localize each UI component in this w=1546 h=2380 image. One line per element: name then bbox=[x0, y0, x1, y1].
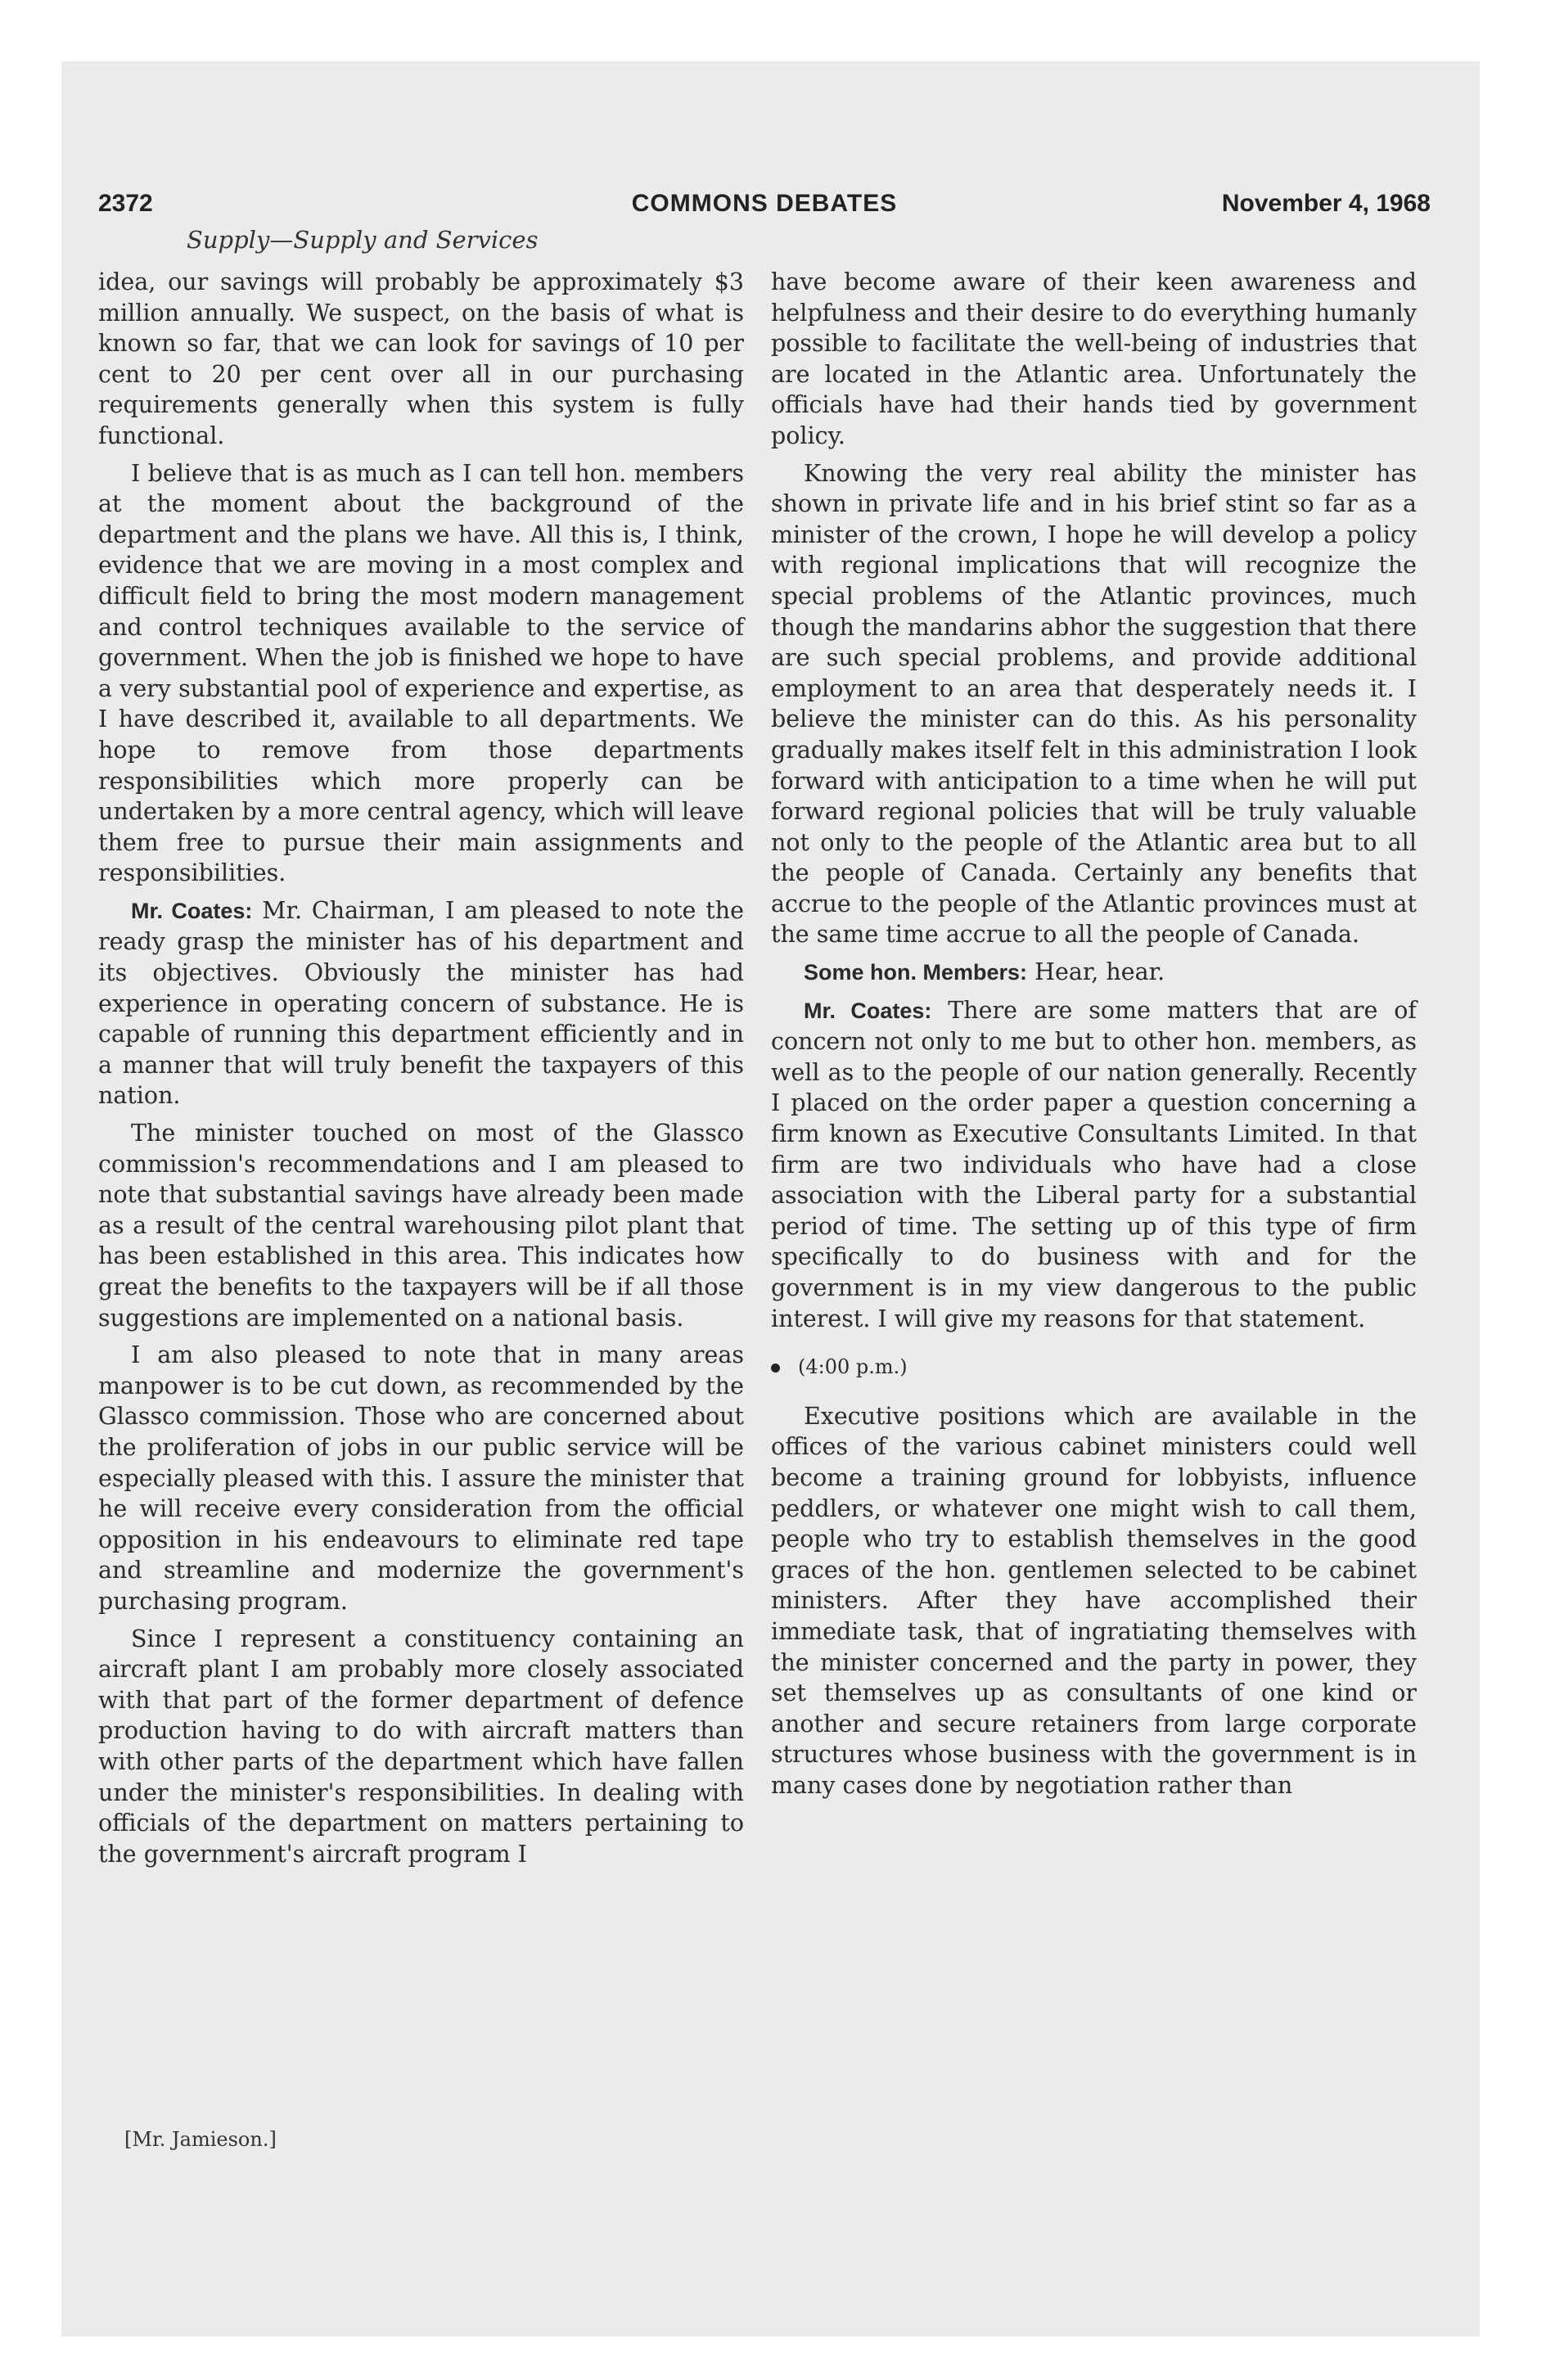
speech bbox=[771, 957, 1417, 989]
time-text: (4:00 p.m.) bbox=[798, 1355, 908, 1379]
speech bbox=[98, 895, 744, 1111]
right-column bbox=[771, 267, 1417, 1808]
speaker-name: Mr. Coates: bbox=[131, 898, 253, 923]
paragraph: Knowing the very real ability the minister has shown in private life and in his brief stint so far as a minister of the crown, I hope he will develop a policy with regional implications that will recognize the special problems of the Atlantic provinces, much though the mandarins abhor the suggestion that there are such special problems, and provide additional employment to an area that desperately needs it. I believe the minister can do this. As his personality gradually makes itself felt in this administration I look forward with anticipation to a time when he will put forward regional policies that will be truly valuable not only to the people of the Atlantic area but to all the people of Canada. Certainly any benefits that accrue to the people of the Atlantic provinces must at the same time accrue to all the people of Canada. bbox=[771, 459, 1417, 949]
publication-title: COMMONS DEBATES bbox=[631, 190, 898, 217]
bullet-icon bbox=[771, 1364, 780, 1373]
paragraph: I am also pleased to note that in many areas manpower is to be cut down, as recommended by the Glassco commission. Those who are concerned about the proliferation of jobs in our public service will be especially pleased with this. I assure the minister that he will receive every consideration from the official opposition in his endeavours to eliminate red tape and streamline and modernize the government's purchasing program. bbox=[98, 1341, 744, 1615]
paragraph: idea, our savings will probably be approximately $3 million annually. We suspect, on the basis of what is known so far, that we can look for savings of 10 per cent to 20 per cent over all in our purchasing requirements generally when this system is fully functional. bbox=[98, 268, 744, 449]
time-marker bbox=[771, 1352, 1417, 1383]
speech bbox=[771, 995, 1417, 1335]
page-date: November 4, 1968 bbox=[1221, 190, 1431, 217]
paragraph: I believe that is as much as I can tell hon. members at the moment about the background of the department and the plans we have. All this is, I think, evidence that we are moving in a most complex and difficult field to bring the most modern management and control techniques available to the service of government. When the job is finished we hope to have a very substantial pool of experience and expertise, as I have described it, available to all departments. We hope to remove from those departments responsibilities which more properly can be undertaken by a more central agency, which will leave them free to pursue their main assignments and responsibilities. bbox=[98, 459, 744, 887]
speaker-name: Some hon. Members: bbox=[804, 960, 1028, 985]
speech-text: There are some matters that are of concern not only to me but to other hon. members, as well as to the people of our nation generally. Recently I placed on the order paper a question concerning a firm known as Executive Consultants Limited. In that firm are two individuals who have had a close association with the Liberal party for a substantial period of time. The setting up of this type of firm specifically to do business with and for the government is in my view dangerous to the public interest. I will give my reasons for that statement. bbox=[771, 996, 1417, 1332]
speaker-attribution: [Mr. Jamieson.] bbox=[124, 2128, 277, 2151]
page-number: 2372 bbox=[98, 190, 153, 217]
paragraph: The minister touched on most of the Glassco commission's recommendations and I am pleased to note that substantial savings have already been made as a result of the central warehousing pilot plant that has been established in this area. This indicates how great the benefits to the taxpayers will be if all those suggestions are implemented on a national basis. bbox=[98, 1120, 744, 1332]
speech-text: Hear, hear. bbox=[1027, 958, 1165, 986]
paragraph: Since I represent a constituency containing an aircraft plant I am probably more closely associated with that part of the former department of defence production having to do with aircraft matters than with other parts of the department which have fallen under the minister's responsibilities. In dealing with officials of the department on matters pertaining to the government's aircraft program I bbox=[98, 1625, 744, 1868]
page-header bbox=[98, 190, 1431, 226]
left-column bbox=[98, 267, 744, 1876]
paragraph: have become aware of their keen awareness and helpfulness and their desire to do everything humanly possible to facilitate the well-being of industries that are located in the Atlantic area. Unfortunately the officials have had their hands tied by government policy. bbox=[771, 268, 1417, 449]
paragraph: Executive positions which are available in the offices of the various cabinet ministers could well become a training ground for lobbyists, influence peddlers, or whatever one might wish to call them, people who try to establish themselves in the good graces of the hon. gentlemen selected to be cabinet ministers. After they have accomplished their immediate task, that of ingratiating themselves with the minister concerned and the party in power, they set themselves up as consultants of one kind or another and secure retainers from large corporate structures whose business with the government is in many cases done by negotiation rather than bbox=[771, 1402, 1417, 1799]
speech-text: Mr. Chairman, I am pleased to note the ready grasp the minister has of his department and its objectives. Obviously the minister has had experience in operating concern of substance. He is capable of running this department efficiently and in a manner that will truly benefit the taxpayers of this nation. bbox=[98, 896, 744, 1110]
speaker-name: Mr. Coates: bbox=[804, 998, 932, 1023]
section-subhead: Supply—Supply and Services bbox=[187, 226, 539, 254]
